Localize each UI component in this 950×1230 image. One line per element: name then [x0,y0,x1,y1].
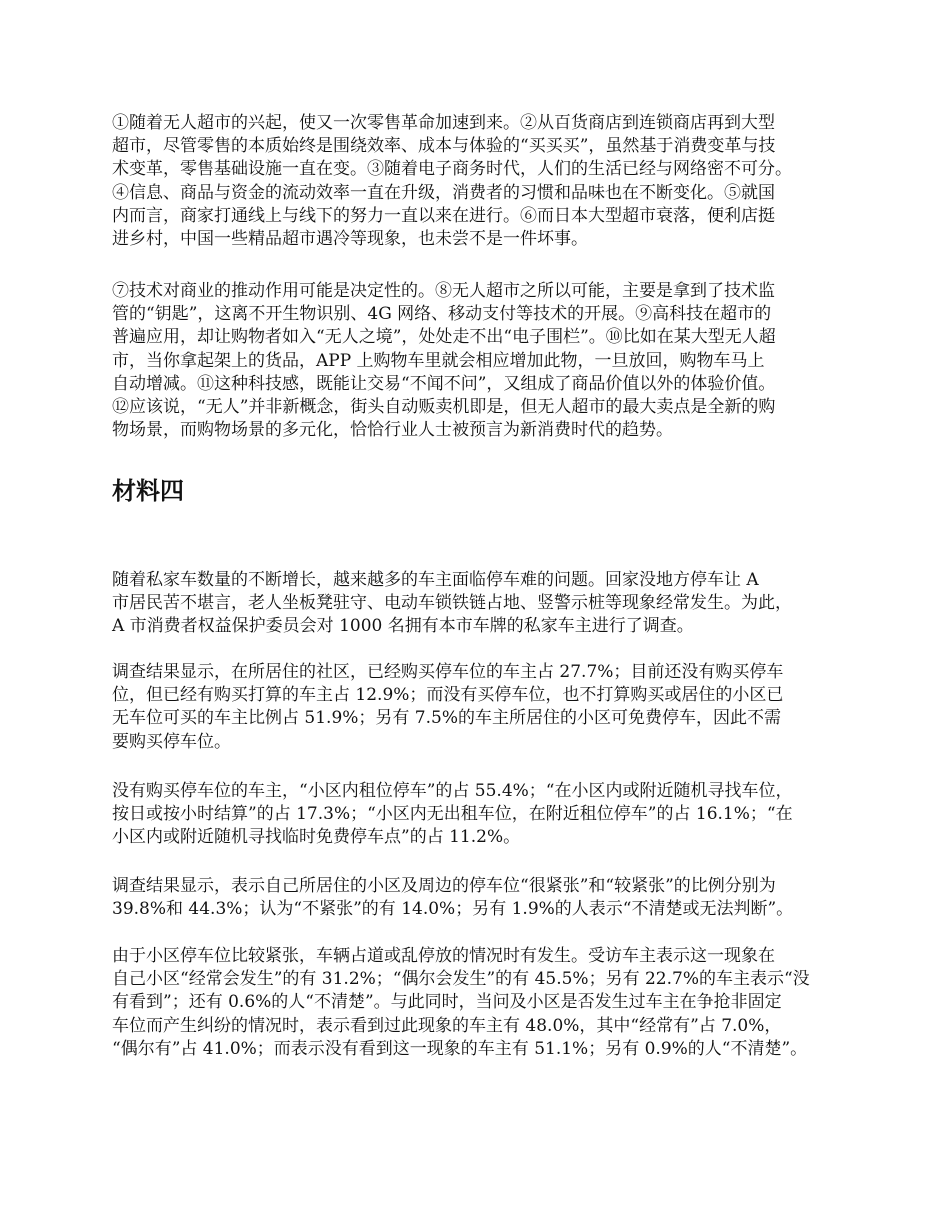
text-line: 市，当你拿起架上的货品，APP 上购物车里就会相应增加此物，一旦放回，购物车马上 [112,350,765,371]
text-line: 物场景，而购物场景的多元化，恰恰行业人士被预言为新消费时代的趋势。 [112,420,673,441]
text-line: 进乡村，中国一些精品超市遇冷等现象，也未尝不是一件坏事。 [112,229,588,250]
text-line: 市居民苦不堪言，老人坐板凳驻守、电动车锁铁链占地、竖警示桩等现象经常发生。为此， [112,593,792,614]
text-line: 位，但已经有购买打算的车主占 12.9%；而没有买停车位，也不打算购买或居住的小区已 [112,685,784,706]
material4-paragraph-5 [112,945,852,1061]
text-line: 自己小区“经常会发生”的有 31.2%；“偶尔会发生”的有 45.5%；另有 22.7%的车主表示“没 [112,969,810,990]
text-line: ⑦技术对商业的推动作用可能是决定性的。⑧无人超市之所以可能，主要是拿到了技术监 [112,281,775,301]
material3-paragraph-2 [112,280,852,442]
text-line: 车位而产生纠纷的情况时，表示看到过此现象的车主有 48.0%，其中“经常有”占 7.0%， [112,1015,782,1036]
text-line: 没有购买停车位的车主，“小区内租位停车”的占 55.4%；“在小区内或附近随机寻找车位， [112,781,793,801]
text-line: 内而言，商家打通线上与线下的努力一直以来在进行。⑥而日本大型超市衰落，便利店挺 [112,205,775,226]
text-line: 有看到”；还有 0.6%的人“不清楚”。与此同时，当问及小区是否发生过车主在争抢非固定 [112,992,782,1013]
material4-paragraph-1 [112,569,852,639]
text-line: 随着私家车数量的不断增长，越来越多的车主面临停车难的问题。回家没地方停车让 A [112,570,759,590]
text-line: 39.8%和 44.3%；认为“不紧张”的有 14.0%；另有 1.9%的人表示“不清楚或无法判断”。 [112,899,794,920]
text-line: 小区内或附近随机寻找临时免费停车点”的占 11.2%。 [112,827,521,848]
text-line: 自动增减。⑪这种科技感，既能让交易“不闻不问”，又组成了商品价值以外的体验价值。 [112,373,776,394]
text-line: 术变革，零售基础设施一直在变。③随着电子商务时代，人们的生活已经与网络密不可分。 [112,159,792,180]
section-heading: 材料四 [112,477,184,505]
text-line: ④信息、商品与资金的流动效率一直在升级，消费者的习惯和品味也在不断变化。⑤就国 [112,182,775,203]
material4-paragraph-4 [112,875,852,921]
text-line: 调查结果显示，表示自己所居住的小区及周边的停车位“很紧张”和“较紧张”的比例分别为 [112,876,776,896]
text-line: 超市，尽管零售的本质始终是围绕效率、成本与体验的“买买买”，虽然基于消费变革与技 [112,136,776,157]
text-line: 普遍应用，却让购物者如入“无人之境”，处处走不出“电子围栏”。⑩比如在某大型无人超 [112,327,776,348]
text-line: 按日或按小时结算”的占 17.3%；“小区内无出租车位，在附近租位停车”的占 16.1%；“在 [112,804,793,825]
material3-paragraph-1 [112,112,852,251]
text-line: 管的“钥匙”，这离不开生物识别、4G 网络、移动支付等技术的开展。⑨高科技在超市的 [112,304,772,325]
text-line: 要购买停车位。 [112,731,231,752]
text-line: ①随着无人超市的兴起，使又一次零售革命加速到来。②从百货商店到连锁商店再到大型 [112,113,775,133]
material4-paragraph-2 [112,661,852,754]
material4-paragraph-3 [112,780,852,850]
text-line: A 市消费者权益保护委员会对 1000 名拥有本市车牌的私家车主进行了调查。 [112,616,694,637]
text-line: 由于小区停车位比较紧张，车辆占道或乱停放的情况时有发生。受访车主表示这一现象在 [112,946,775,966]
text-line: ⑫应该说，“无人”并非新概念，街头自动贩卖机即是，但无人超市的最大卖点是全新的购 [112,397,776,418]
text-line: 调查结果显示，在所居住的社区，已经购买停车位的车主占 27.7%；目前还没有购买停车 [112,662,784,682]
text-line: “偶尔有”占 41.0%；而表示没有看到这一现象的车主有 51.1%；另有 0.9%的人“不清楚”。 [112,1038,808,1059]
text-line: 无车位可买的车主比例占 51.9%；另有 7.5%的车主所居住的小区可免费停车，因此不需 [112,708,781,729]
